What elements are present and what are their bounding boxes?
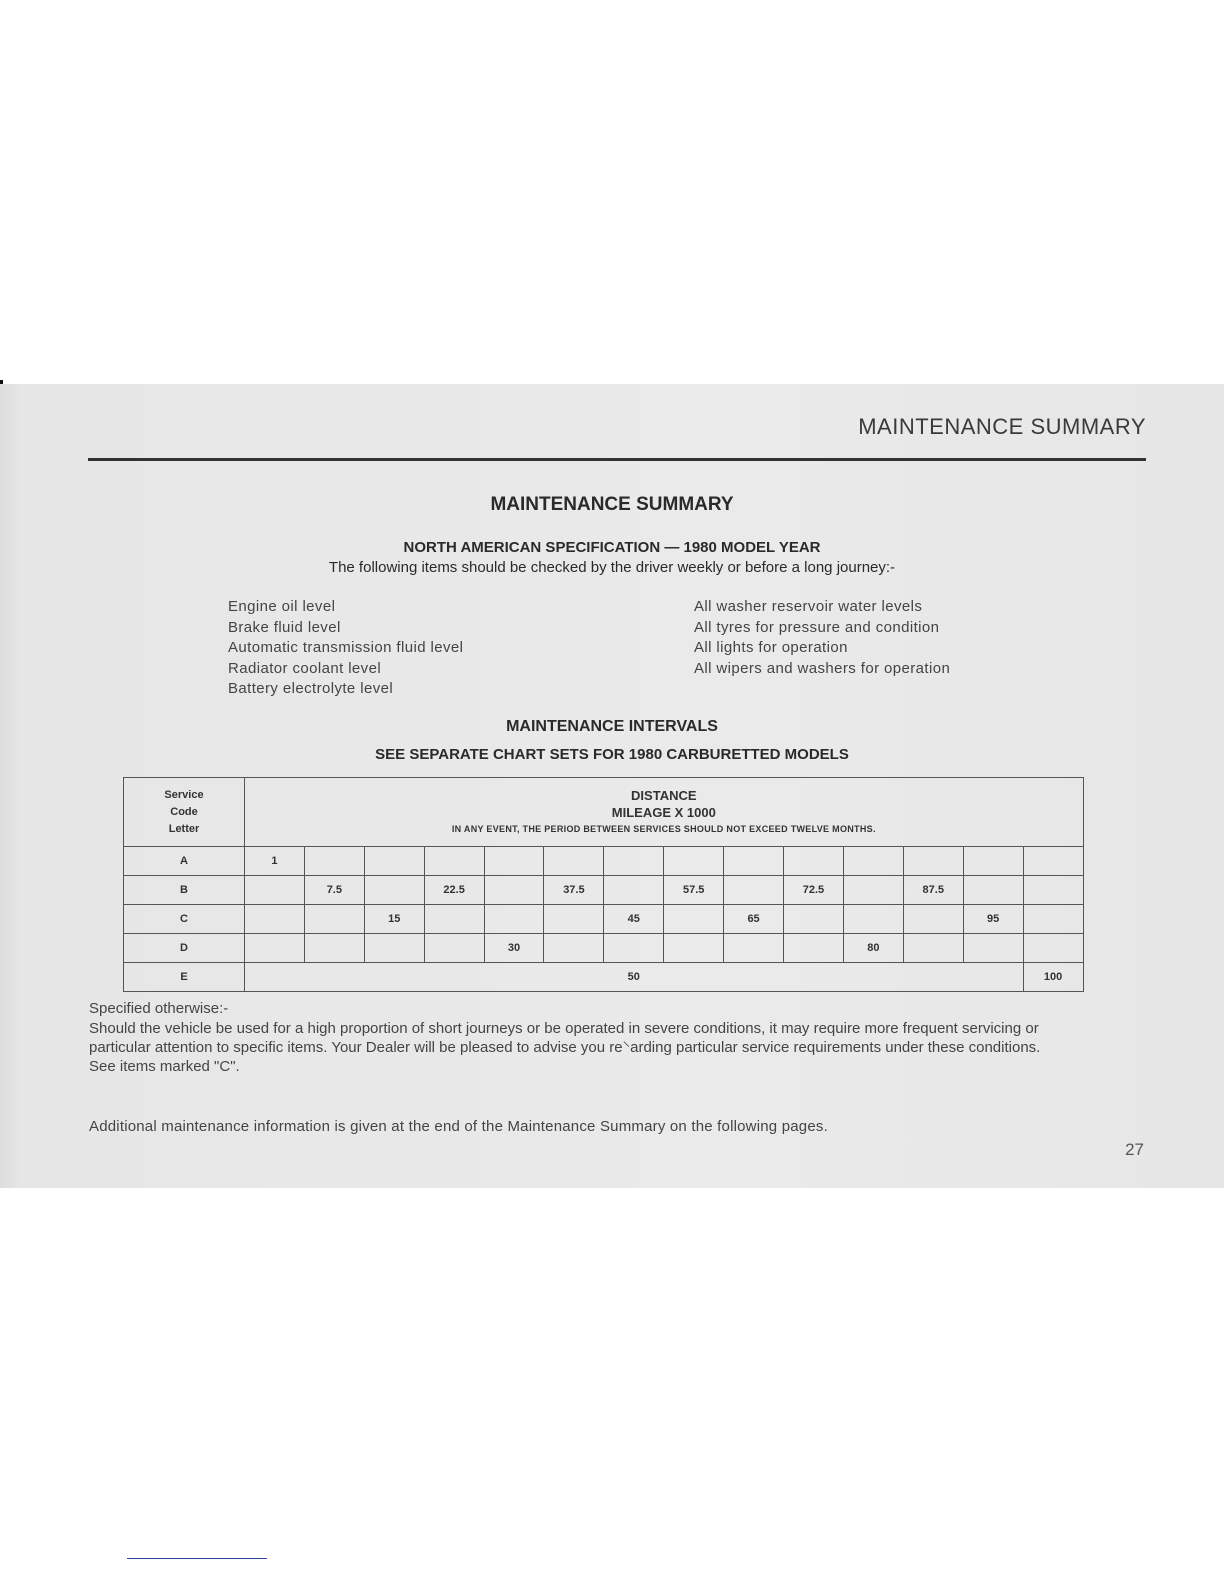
- mileage-cell: [903, 847, 963, 876]
- mileage-cell: [664, 847, 724, 876]
- mileage-cell: [424, 934, 484, 963]
- check-item: All wipers and washers for operation: [694, 659, 951, 677]
- footnote-label: Specified otherwise:-: [89, 1000, 229, 1017]
- mileage-cell: 95: [963, 905, 1023, 934]
- mileage-cell: 1: [245, 847, 305, 876]
- mileage-cell: 15: [364, 905, 424, 934]
- mileage-cell: [903, 934, 963, 963]
- mileage-cell: [245, 905, 305, 934]
- mileage-cell: [724, 876, 784, 905]
- check-item: Automatic transmission fluid level: [228, 639, 464, 656]
- page-number: 27: [1125, 1140, 1144, 1159]
- service-code-cell: B: [124, 876, 245, 905]
- chart-note: SEE SEPARATE CHART SETS FOR 1980 CARBURETTED MODELS: [375, 746, 849, 763]
- mileage-cell: [604, 847, 664, 876]
- check-item: All lights for operation: [694, 639, 848, 656]
- driver-instruction: The following items should be checked by the driver weekly or before a long journey:-: [328, 559, 896, 576]
- mileage-cell: [724, 934, 784, 963]
- page-title: MAINTENANCE SUMMARY: [490, 494, 734, 515]
- mileage-cell: 87.5: [903, 876, 963, 905]
- mileage-cell: [304, 905, 364, 934]
- service-code-cell: D: [124, 934, 245, 963]
- mileage-cell: [724, 847, 784, 876]
- mileage-cell: [304, 934, 364, 963]
- header-rule: [88, 458, 1146, 461]
- table-row: [124, 905, 1084, 934]
- mileage-cell: [843, 847, 903, 876]
- additional-info: Additional maintenance information is given at the end of the Maintenance Summary on the following pages.: [89, 1118, 828, 1135]
- mileage-cell: 30: [484, 934, 544, 963]
- mileage-cell: [424, 905, 484, 934]
- mileage-cell: [664, 905, 724, 934]
- mileage-cell: [304, 847, 364, 876]
- table-body: [124, 847, 1084, 963]
- mileage-cell: [664, 934, 724, 963]
- check-item: Battery electrolyte level: [228, 680, 394, 697]
- mileage-cell: [484, 847, 544, 876]
- intervals-heading: MAINTENANCE INTERVALS: [506, 718, 718, 735]
- mileage-cell: [963, 876, 1023, 905]
- mileage-cell: 50: [245, 963, 1024, 992]
- underline-mark: [127, 1558, 267, 1559]
- mileage-cell: 7.5: [304, 876, 364, 905]
- mileage-cell: 37.5: [544, 876, 604, 905]
- table-row: [124, 847, 1084, 876]
- distance-header: DISTANCE MILEAGE X 1000 IN ANY EVENT, THE PERIOD BETWEEN SERVICES SHOULD NOT EXCEED TWELVE MONTHS.: [245, 778, 1084, 847]
- mileage-cell: [604, 934, 664, 963]
- mileage-cell: [245, 876, 305, 905]
- mileage-cell: [843, 905, 903, 934]
- mileage-cell: 57.5: [664, 876, 724, 905]
- footnote-body: Should the vehicle be used for a high proportion of short journeys or be operated in severe conditions, it may require more frequent servicing or particular attention to specific items. Your Dealer will be pleased to advise you re⸌arding particular service requirements under these conditions. See items marked "C".: [89, 1020, 1041, 1075]
- mileage-cell: 45: [604, 905, 664, 934]
- mileage-cell: [364, 876, 424, 905]
- manual-page: [0, 384, 1224, 1188]
- mileage-cell: [1023, 934, 1083, 963]
- service-code-cell: E: [124, 963, 245, 992]
- mileage-cell: [1023, 905, 1083, 934]
- running-header: MAINTENANCE SUMMARY: [858, 414, 1146, 439]
- mileage-cell: [544, 905, 604, 934]
- mileage-cell: [424, 847, 484, 876]
- table-row: [124, 934, 1084, 963]
- mileage-cell: [604, 876, 664, 905]
- mileage-cell: [963, 847, 1023, 876]
- service-code-header: Service Code Letter: [124, 778, 245, 847]
- check-item: All washer reservoir water levels: [694, 598, 923, 615]
- service-code-cell: C: [124, 905, 245, 934]
- mileage-cell: [484, 876, 544, 905]
- mileage-cell: 65: [724, 905, 784, 934]
- table-header-row: [124, 778, 1084, 847]
- mileage-cell: [364, 847, 424, 876]
- mileage-cell: [784, 905, 844, 934]
- checks-left-list: [228, 597, 463, 700]
- mileage-cell: [963, 934, 1023, 963]
- mileage-cell: [784, 847, 844, 876]
- mileage-cell: 80: [843, 934, 903, 963]
- table-row: [124, 963, 1084, 992]
- check-item: Brake fluid level: [228, 618, 341, 636]
- mileage-cell: [1023, 847, 1083, 876]
- mileage-cell: 72.5: [784, 876, 844, 905]
- checks-right-list: [694, 597, 950, 679]
- mileage-cell: [544, 934, 604, 963]
- check-item: Engine oil level: [228, 598, 336, 615]
- mileage-cell: [1023, 876, 1083, 905]
- mileage-cell: [484, 905, 544, 934]
- table-row: [124, 876, 1084, 905]
- mileage-cell: [245, 934, 305, 963]
- check-item: All tyres for pressure and condition: [694, 618, 940, 636]
- service-code-cell: A: [124, 847, 245, 876]
- mileage-cell: [843, 876, 903, 905]
- specification-subtitle: NORTH AMERICAN SPECIFICATION — 1980 MODEL YEAR: [403, 539, 821, 556]
- maintenance-interval-table: [123, 777, 1084, 992]
- mileage-cell: 22.5: [424, 876, 484, 905]
- mileage-cell: 100: [1023, 963, 1083, 992]
- mileage-cell: [364, 934, 424, 963]
- check-item: Radiator coolant level: [228, 659, 382, 677]
- mileage-cell: [544, 847, 604, 876]
- mileage-cell: [784, 934, 844, 963]
- mileage-cell: [903, 905, 963, 934]
